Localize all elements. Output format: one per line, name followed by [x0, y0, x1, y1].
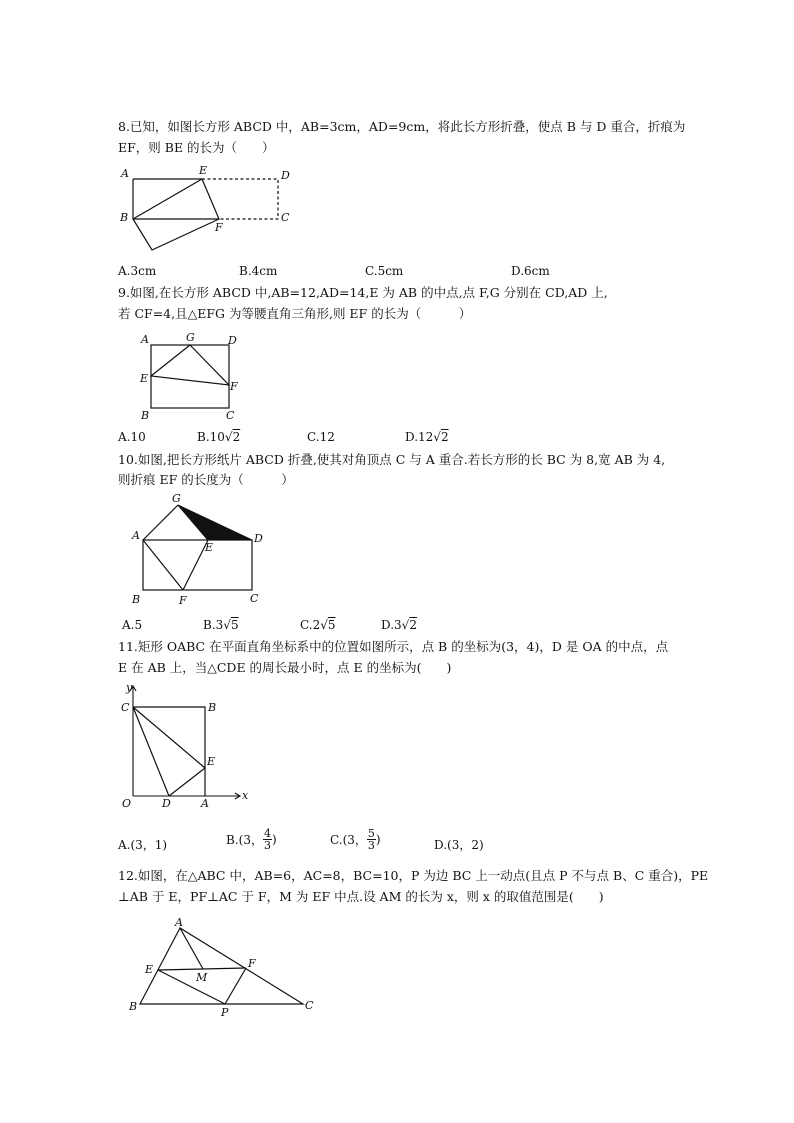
q8-text-line2: EF，则 BE 的长为（ ） [118, 140, 275, 155]
q10-figure [128, 492, 268, 607]
q10-label-d: D [254, 532, 263, 545]
q8-label-d: D [281, 169, 290, 182]
q11-option-b: B.(3， $\frac{4}{3}$ ) [226, 827, 277, 852]
q8-option-c: C.5cm [365, 264, 404, 278]
q10-label-a: A [132, 529, 140, 542]
q8-label-b: B [120, 211, 129, 224]
q10-label-f: F [179, 594, 187, 607]
q10-label-b: B [132, 593, 141, 606]
q12-label-p: P [221, 1006, 229, 1019]
q11-figure [115, 680, 255, 810]
q11-label-o: O [122, 797, 132, 810]
q12-label-b: B [129, 1000, 138, 1013]
q10-text-line1: 10.如图,把长方形纸片 ABCD 折叠,使其对角顶点 C 与 A 重合.若长方形的长 BC 为 8,宽 AB 为 4, [118, 452, 666, 467]
q10-option-d: D.3√2 [381, 618, 417, 632]
q10-text-line2: 则折痕 EF 的长度为（ ） [118, 472, 294, 487]
q11-label-e: E [207, 755, 216, 768]
q8-option-d: D.6cm [511, 264, 550, 278]
q9-label-f: F [230, 380, 238, 393]
q11-label-b: B [208, 701, 217, 714]
q10-option-b: B.3√5 [203, 618, 239, 632]
q11-option-d: D.(3，2) [434, 838, 484, 852]
q9-label-e: E [140, 372, 149, 385]
q12-text-line1: 12.如图，在△ABC 中，AB=6，AC=8，BC=10，P 为边 BC 上一动点(且点 P 不与点 B、C 重合)，PE [118, 868, 709, 883]
q10-label-g: G [172, 492, 181, 505]
q8-figure [115, 162, 305, 252]
q12-label-a: A [175, 916, 183, 929]
q11-text-line1: 11.矩形 OABC 在平面直角坐标系中的位置如图所示，点 B 的坐标为(3，4)，D 是 OA 的中点，点 [118, 639, 669, 654]
q10-label-e: E [205, 541, 214, 554]
q9-label-c: C [226, 409, 235, 422]
q12-label-c: C [305, 999, 314, 1012]
q8-label-c: C [281, 211, 290, 224]
q9-option-c: C.12 [307, 430, 335, 444]
q8-label-a: A [121, 167, 129, 180]
q11-option-c: C.(3， $\frac{5}{3}$ ) [330, 827, 381, 852]
q12-label-e: E [145, 963, 154, 976]
q9-figure [138, 330, 248, 425]
q11-label-a: A [201, 797, 209, 810]
q9-label-a: A [141, 333, 149, 346]
q9-option-d: D.12√2 [405, 430, 449, 444]
q8-label-e: E [199, 164, 208, 177]
q11-label-d: D [162, 797, 171, 810]
q12-figure [125, 915, 325, 1020]
q8-label-f: F [215, 221, 223, 234]
q10-option-c: C.2√5 [300, 618, 336, 632]
q8-text-line1: 8.已知，如图长方形 ABCD 中，AB=3cm，AD=9cm，将此长方形折叠，使点 B 与 D 重合，折痕为 [118, 119, 686, 134]
q8-option-a: A.3cm [118, 264, 157, 278]
q11-text-line2: E 在 AB 上，当△CDE 的周长最小时，点 E 的坐标为( ) [118, 660, 452, 675]
q12-text-line2: ⊥AB 于 E，PF⊥AC 于 F，M 为 EF 中点.设 AM 的长为 x，则 x 的取值范围是( ) [118, 889, 604, 904]
q12-label-f: F [248, 957, 256, 970]
q9-label-g: G [186, 331, 195, 344]
q9-text-line2: 若 CF=4,且△EFG 为等腰直角三角形,则 EF 的长为（ ） [118, 306, 472, 321]
q11-label-y: y [126, 681, 133, 694]
q8-option-b: B.4cm [239, 264, 278, 278]
q9-option-b: B.10√2 [197, 430, 241, 444]
q9-text-line1: 9.如图,在长方形 ABCD 中,AB=12,AD=14,E 为 AB 的中点,点 F,G 分别在 CD,AD 上, [118, 285, 608, 300]
q9-label-d: D [228, 334, 237, 347]
q11-option-a: A.(3，1) [118, 838, 168, 852]
q9-label-b: B [141, 409, 150, 422]
q9-option-a: A.10 [118, 430, 146, 444]
q11-label-c: C [121, 701, 130, 714]
q10-option-a: A.5 [122, 618, 143, 632]
q11-label-x: x [242, 789, 249, 802]
q10-label-c: C [250, 592, 259, 605]
q12-label-m: M [196, 971, 208, 984]
